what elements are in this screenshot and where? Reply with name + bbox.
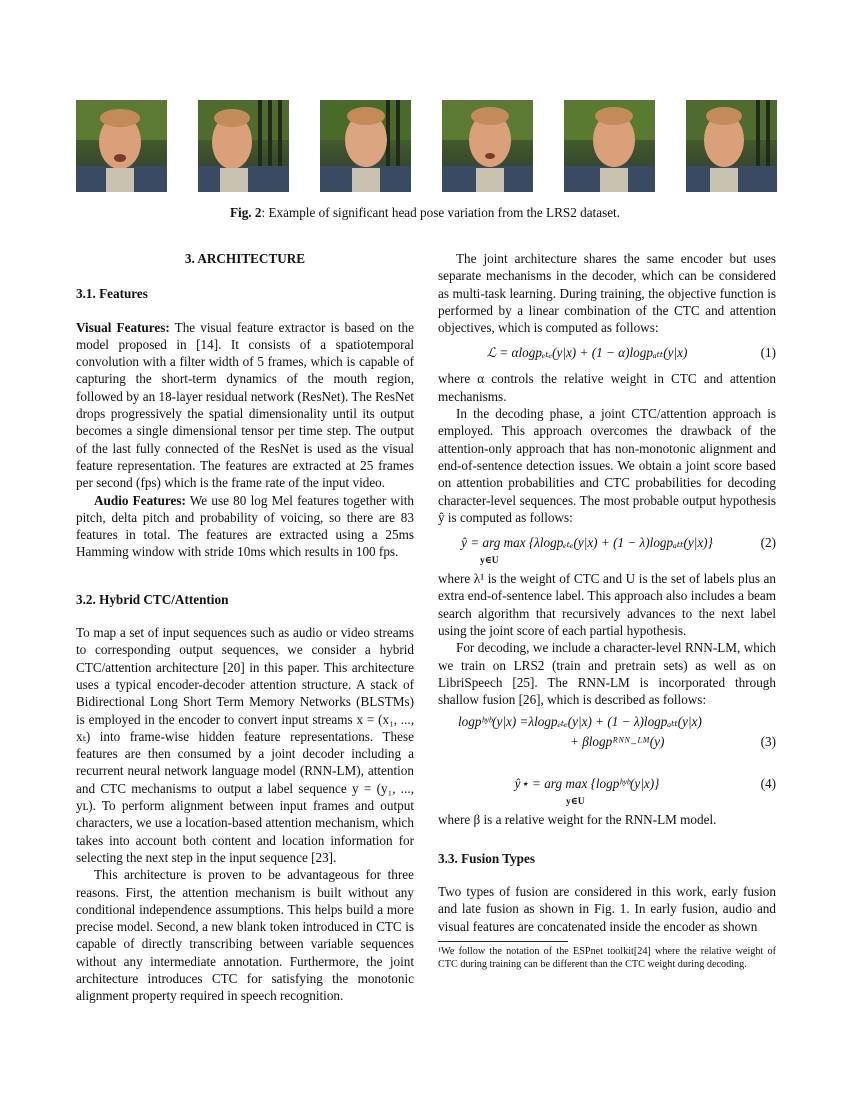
- equation-2-body: ŷ = arg max {λlogpₑₜₑ(y|x) + (1 − λ)logpₐₜₜ(y|x)}: [461, 535, 713, 551]
- paragraph-audio-features: [76, 492, 414, 561]
- equation-4: [438, 767, 776, 811]
- paragraph-hybrid-2: This architecture is proven to be advantageous for three reasons. First, the attention mechanism is built without any conditional independence assumptions. This helps build a more precise model. Second, a new blank token introduced in CTC is capable of directly transcribing between variable sequences without any intermediate annotation. Furthermore, the joint architecture introduces CTC for satisfying the monotonic alignment property required in speech recognition.: [76, 867, 414, 1004]
- audio-features-label: Audio Features:: [94, 492, 186, 508]
- figure-head-pose: [76, 100, 775, 192]
- video-frame-1: [76, 100, 167, 192]
- video-frame-3: [320, 100, 411, 192]
- paragraph-decoding: In the decoding phase, a joint CTC/attention approach is employed. This approach overcomes the drawback of the attention-only approach that has non-monotonic alignment and end-of-sentence detection issues. We obtain a joint score based on attention probabilities and CTC probabilities for decoding character-level sequences. The most probable output hypothesis ŷ is computed as follows:: [438, 406, 776, 525]
- right-column: [438, 250, 776, 972]
- paragraph-alpha: where α controls the relative weight in CTC and attention mechanisms.: [438, 371, 776, 404]
- paragraph-fusion: Two types of fusion are considered in this work, early fusion and late fusion as shown in Fig. 1. In early fusion, audio and visual features are concatenated inside the encoder as shown: [438, 884, 776, 934]
- paragraph-lambda: where λ¹ is the weight of CTC and U is the set of labels plus an extra end-of-sentence label. This approach also includes a beam search algorithm that recursively advances to the next label using the joint score of each partial hypothesis.: [438, 571, 776, 639]
- face-image-5: [564, 100, 655, 192]
- equation-1-number: (1): [760, 345, 776, 361]
- visual-features-text: The visual feature extractor is based on the model proposed in [14]. It consists of a spatiotemporal convolution with a filter width of 5 frames, which is capable of capturing the short-term dynamics of the mouth region, followed by an 18-layer residual network (ResNet). The ResNet drops progressively the spatial dimensionality until its output becomes a single dimensional tensor per time step. The output of the last fully connected of the ResNet is used as the visual feature representation. The features are extracted at 25 frames per second (fps) which is the frame rate of the input video.: [76, 319, 414, 491]
- footnote-rule: [438, 941, 568, 942]
- paragraph-hybrid-1: To map a set of input sequences such as audio or video streams to corresponding output sequences, we consider a hybrid CTC/attention architecture [20] in this paper. This architecture uses a typical encoder-decoder attention structure. A stack of Bidirectional Long Short Term Memory Networks (BLSTMs) is employed in the encoder to convert input streams x = (x₁, ..., xₜ) into frame-wise hidden feature representations. These features are then consumed by a joint decoder including a recurrent neural network language model (RNN-LM), attention and CTC mechanisms to output a label sequence y = (y₁, ..., yʟ). To perform alignment between input frames and output characters, we use a location-based attention mechanism, which takes into account both content and location information for selecting the next step in the input sequence [23].: [76, 625, 414, 865]
- equation-3-line-1: logpʰʸᵇ(y|x) =λlogpₑₜₑ(y|x) + (1 − λ)logpₐₜₜ(y|x): [458, 713, 702, 729]
- caption-text: : Example of significant head pose variation from the LRS2 dataset.: [261, 205, 621, 220]
- equation-1-body: ℒ = αlogpₑₜₑ(y|x) + (1 − α)logpₐₜₜ(y|x): [486, 345, 688, 361]
- equation-3-number: (3): [760, 733, 776, 749]
- face-image-2: [198, 100, 289, 192]
- paragraph-rnnlm: For decoding, we include a character-level RNN-LM, which we train on LRS2 (train and pretrain sets) as well as on LibriSpeech [25]. The RNN-LM is incorporated through shallow fusion [26], which is described as follows:: [438, 640, 776, 708]
- equation-4-subscript: y∈U: [566, 796, 585, 807]
- equation-3: [438, 709, 776, 767]
- paragraph-joint-architecture: The joint architecture shares the same encoder but uses separate mechanisms in the decoder, which can be considered as multi-task learning. During training, the objective function is performed by a linear combination of the CTC and attention objectives, which is computed as follows:: [438, 251, 776, 336]
- visual-features-label: Visual Features:: [76, 319, 170, 335]
- subsection-title-hybrid: 3.2. Hybrid CTC/Attention: [76, 591, 229, 607]
- figure-caption: [0, 205, 850, 221]
- footnote-1: ¹We follow the notation of the ESPnet toolkit[24] where the relative weight of CTC during training can be different than the CTC weight during decoding.: [438, 946, 776, 970]
- section-title-architecture: 3. ARCHITECTURE: [184, 251, 306, 266]
- left-column: [76, 250, 414, 1005]
- subsection-title-features: 3.1. Features: [76, 286, 148, 302]
- subsection-title-fusion: 3.3. Fusion Types: [438, 850, 535, 866]
- face-image-4: [442, 100, 533, 192]
- equation-4-body: ŷ⋆ = arg max {logpʰʸᵇ(y|x)}: [514, 775, 660, 791]
- caption-label: Fig. 2: [229, 205, 262, 220]
- video-frame-2: [198, 100, 289, 192]
- audio-features-text: We use 80 log Mel features together with pitch, delta pitch and probability of voicing, so there are 83 features in total. The features are extracted using a 25ms Hamming window with stride 10ms which results in 100 fps.: [76, 492, 414, 560]
- paragraph-visual-features: [76, 319, 414, 492]
- video-frame-6: [686, 100, 777, 192]
- equation-3-line-2: + βlogpᴿᴺᴺ₋ᴸᴹ(y): [570, 733, 665, 749]
- face-image-3: [320, 100, 411, 192]
- face-image-1: [76, 100, 167, 192]
- equation-2: [438, 526, 776, 570]
- face-image-6: [686, 100, 777, 192]
- paragraph-beta: where β is a relative weight for the RNN-LM model.: [438, 811, 717, 827]
- video-frame-5: [564, 100, 655, 192]
- equation-4-number: (4): [760, 775, 776, 791]
- equation-2-subscript: y∈U: [480, 556, 499, 567]
- equation-2-number: (2): [760, 535, 776, 551]
- equation-1: [438, 336, 776, 370]
- video-frame-4: [442, 100, 533, 192]
